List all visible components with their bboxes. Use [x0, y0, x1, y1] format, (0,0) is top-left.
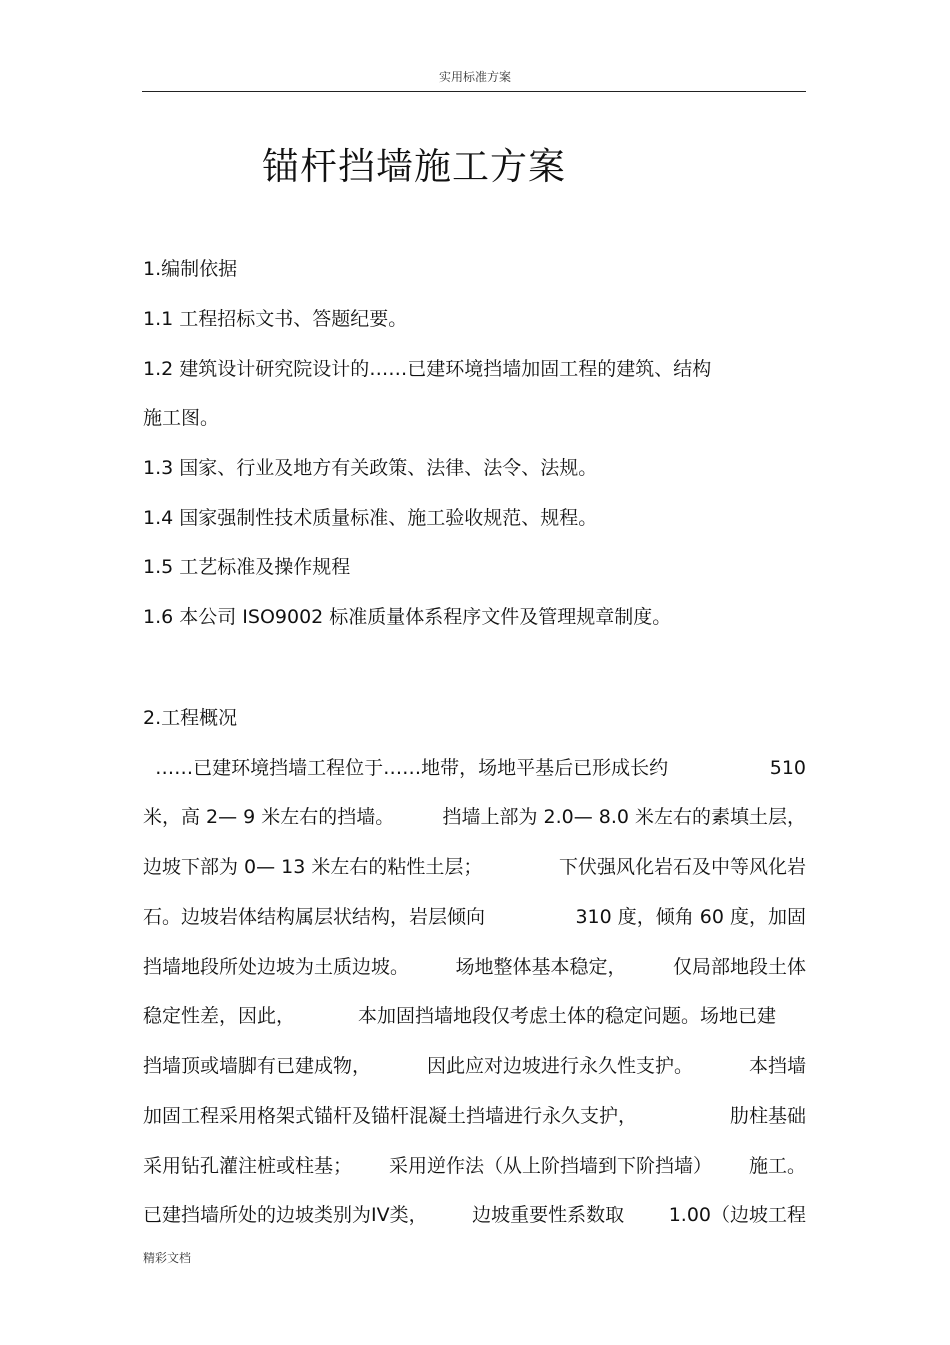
text-segment: 肋柱基础 — [729, 1105, 806, 1127]
text-segment: 下伏强风化岩石及中等风化岩 — [558, 856, 806, 878]
header-text: 实用标准方案 — [438, 70, 511, 84]
basis-item: 1.6 本公司 ISO9002 标准质量体系程序文件及管理规章制度。 — [143, 606, 672, 628]
text-segment: 1.00（边坡工程 — [668, 1204, 806, 1226]
paragraph-line — [143, 1053, 806, 1079]
page-footer: 精彩文档 — [143, 1251, 192, 1265]
text-segment: 本挡墙 — [748, 1055, 806, 1077]
paragraph-line — [143, 1202, 806, 1228]
text-segment: 310 度，倾角 60 度，加固 — [575, 906, 806, 928]
text-segment: 稳定性差，因此， — [143, 1005, 296, 1027]
text-segment: 米，高 2— 9 米左右的挡墙。 — [143, 806, 395, 828]
text-segment: 加固工程采用格架式锚杆及锚杆混凝土挡墙进行永久支护， — [143, 1105, 638, 1127]
text-segment: 挡墙上部为 2.0— 8.0 米左右的素填土层， — [442, 806, 806, 828]
section-2-heading: 2.工程概况 — [143, 707, 238, 729]
basis-item: 1.1 工程招标文书、答题纪要。 — [143, 308, 408, 330]
text-segment: 边坡下部为 0— 13 米左右的粘性土层； — [143, 856, 483, 878]
document-title: 锚杆挡墙施工方案 — [262, 145, 566, 188]
paragraph-line — [143, 1003, 776, 1029]
basis-item: 1.3 国家、行业及地方有关政策、法律、法令、法规。 — [143, 457, 598, 479]
text-segment: 挡墙顶或墙脚有已建成物， — [143, 1055, 372, 1077]
paragraph-line — [143, 1103, 806, 1129]
paragraph-line — [143, 854, 806, 880]
text-segment: 仅局部地段土体 — [672, 956, 806, 978]
paragraph-line — [143, 804, 806, 830]
text-segment: 510 — [769, 757, 806, 779]
basis-item: 1.5 工艺标准及操作规程 — [143, 556, 351, 578]
text-segment: 采用逆作法（从上阶挡墙到下阶挡墙） — [388, 1155, 712, 1177]
paragraph-line — [143, 755, 806, 781]
text-segment: 石。边坡岩体结构属层状结构，岩层倾向 — [143, 906, 486, 928]
text-segment: 因此应对边坡进行永久性支护。 — [426, 1055, 693, 1077]
basis-item: 1.4 国家强制性技术质量标准、施工验收规范、规程。 — [143, 507, 598, 529]
text-segment: 施工。 — [748, 1155, 806, 1177]
paragraph-line — [143, 1153, 806, 1179]
paragraph-line — [143, 954, 806, 980]
text-segment: 边坡重要性系数取 — [472, 1204, 625, 1226]
text-segment: 本加固挡墙地段仅考虑土体的稳定问题。场地已建 — [357, 1005, 776, 1027]
header-divider — [142, 91, 806, 92]
paragraph-line — [143, 904, 806, 930]
text-segment: 已建挡墙所处的边坡类别为IV类， — [143, 1204, 428, 1226]
text-segment: 挡墙地段所处边坡为土质边坡。 — [143, 956, 410, 978]
basis-item: 1.2 建筑设计研究院设计的……已建环境挡墙加固工程的建筑、结构 — [143, 358, 712, 380]
text-segment: ……已建环境挡墙工程位于……地带，场地平基后已形成长约 — [143, 757, 669, 779]
section-1-heading: 1.编制依据 — [143, 258, 238, 280]
text-segment: 采用钻孔灌注桩或柱基； — [143, 1155, 353, 1177]
basis-item-continuation: 施工图。 — [143, 407, 220, 429]
text-segment: 场地整体基本稳定， — [455, 956, 627, 978]
